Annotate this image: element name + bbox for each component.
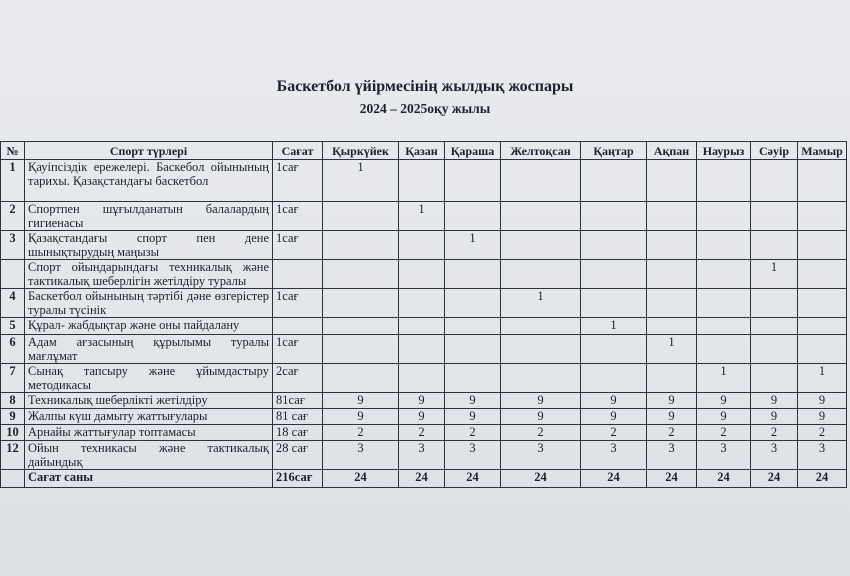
month-cell [697,289,751,318]
month-cell [501,335,581,364]
total-number-cell [1,470,25,488]
month-cell: 9 [399,409,445,425]
month-cell: 9 [445,409,501,425]
row-number: 3 [1,231,25,260]
month-cell: 9 [798,409,847,425]
month-cell [399,335,445,364]
month-cell: 2 [647,425,697,441]
month-cell: 3 [399,441,445,470]
month-cell: 9 [751,393,798,409]
month-cell: 9 [697,393,751,409]
month-cell: 2 [501,425,581,441]
month-cell: 2 [697,425,751,441]
month-cell [323,335,399,364]
month-cell [798,318,847,335]
month-cell [751,318,798,335]
month-cell: 9 [501,409,581,425]
row-hours: 1сағ [273,289,323,318]
table-row [1,289,847,318]
month-cell [323,318,399,335]
row-topic: Баскетбол ойынының тәртібі дәне өзгерістер туралы түсінік [25,289,273,318]
table-row [1,260,847,289]
table-row [1,441,847,470]
month-cell: 1 [647,335,697,364]
row-number: 6 [1,335,25,364]
annual-plan-table [0,141,847,488]
row-number: 1 [1,160,25,202]
month-cell [647,260,697,289]
table-row [1,393,847,409]
row-hours: 1сағ [273,335,323,364]
month-cell [501,231,581,260]
table-row [1,425,847,441]
row-topic: Арнайы жаттығулар топтамасы [25,425,273,441]
table-row [1,409,847,425]
col-header-february: Ақпан [647,142,697,160]
row-topic: Спортпен шұғылданатын балалардың гигиенасы [25,202,273,231]
col-header-october: Қазан [399,142,445,160]
month-cell [798,160,847,202]
row-number: 7 [1,364,25,393]
month-cell: 2 [323,425,399,441]
col-header-september: Қыркүйек [323,142,399,160]
col-header-january: Қаңтар [581,142,647,160]
row-number: 8 [1,393,25,409]
total-month-cell: 24 [697,470,751,488]
month-cell: 3 [445,441,501,470]
month-cell: 9 [798,393,847,409]
month-cell [399,260,445,289]
row-number: 2 [1,202,25,231]
row-hours [273,260,323,289]
row-hours: 1сағ [273,231,323,260]
month-cell [501,318,581,335]
table-body [1,160,847,488]
row-topic: Сынақ тапсыру және ұйымдастыру методикасы [25,364,273,393]
month-cell [399,289,445,318]
month-cell: 9 [445,393,501,409]
row-hours: 2сағ [273,364,323,393]
month-cell [501,260,581,289]
row-topic: Жалпы күш дамыту жаттығулары [25,409,273,425]
row-number: 10 [1,425,25,441]
month-cell: 3 [647,441,697,470]
month-cell [323,202,399,231]
month-cell: 9 [647,393,697,409]
month-cell [323,289,399,318]
col-header-hours: Сағат [273,142,323,160]
month-cell: 3 [501,441,581,470]
row-hours: 18 сағ [273,425,323,441]
month-cell [445,364,501,393]
month-cell: 3 [798,441,847,470]
col-header-topic: Спорт түрлері [25,142,273,160]
table-row [1,335,847,364]
month-cell [581,289,647,318]
table-header-row [1,142,847,160]
month-cell: 1 [798,364,847,393]
col-header-december: Желтоқсан [501,142,581,160]
month-cell [697,335,751,364]
row-hours: 81 сағ [273,409,323,425]
month-cell [798,335,847,364]
document-title: Баскетбол үйірмесінің жылдық жоспары [276,78,574,95]
total-month-cell: 24 [323,470,399,488]
table-row [1,318,847,335]
month-cell [445,160,501,202]
row-hours: 1сағ [273,202,323,231]
month-cell [647,318,697,335]
month-cell [647,231,697,260]
row-number: 12 [1,441,25,470]
row-topic: Техникалық шеберлікті жетілдіру [25,393,273,409]
month-cell [581,202,647,231]
total-month-cell: 24 [581,470,647,488]
month-cell: 9 [647,409,697,425]
month-cell: 9 [323,409,399,425]
month-cell: 1 [697,364,751,393]
month-cell [697,160,751,202]
total-hours: 216сағ [273,470,323,488]
month-cell: 1 [445,231,501,260]
month-cell [445,335,501,364]
month-cell [647,202,697,231]
month-cell [501,160,581,202]
month-cell: 3 [323,441,399,470]
row-topic: Спорт ойындарындағы техникалық және тактикалық шеберлігін жетілдіру туралы [25,260,273,289]
month-cell [751,289,798,318]
row-topic: Ойын техникасы және тактикалық дайындық [25,441,273,470]
month-cell [445,318,501,335]
month-cell: 9 [581,409,647,425]
document-subtitle: 2024 – 2025оқу жылы [359,101,491,116]
month-cell [323,260,399,289]
total-month-cell: 24 [798,470,847,488]
month-cell [697,318,751,335]
month-cell: 9 [399,393,445,409]
total-label: Сағат саны [25,470,273,488]
month-cell: 2 [445,425,501,441]
month-cell [445,260,501,289]
col-header-april: Сәуір [751,142,798,160]
total-row [1,470,847,488]
total-month-cell: 24 [751,470,798,488]
month-cell [501,202,581,231]
month-cell: 1 [751,260,798,289]
table-row [1,160,847,202]
col-header-november: Қараша [445,142,501,160]
month-cell [323,364,399,393]
row-topic: Қауіпсіздік ережелері. Баскебол ойынының тарихы. Қазақстандағы баскетбол [25,160,273,202]
month-cell [697,231,751,260]
month-cell [798,260,847,289]
month-cell [501,364,581,393]
month-cell [751,160,798,202]
col-header-may: Мамыр [798,142,847,160]
month-cell [751,202,798,231]
month-cell [399,231,445,260]
total-month-cell: 24 [647,470,697,488]
row-number: 4 [1,289,25,318]
month-cell [581,260,647,289]
col-header-number: № [1,142,25,160]
month-cell [399,364,445,393]
month-cell: 9 [751,409,798,425]
month-cell [399,160,445,202]
month-cell [445,202,501,231]
row-topic: Құрал- жабдықтар және оны пайдалану [25,318,273,335]
month-cell: 9 [697,409,751,425]
month-cell: 2 [751,425,798,441]
row-number: 5 [1,318,25,335]
month-cell [697,202,751,231]
month-cell [399,318,445,335]
month-cell [445,289,501,318]
month-cell [751,364,798,393]
row-number: 9 [1,409,25,425]
month-cell [581,364,647,393]
month-cell: 9 [581,393,647,409]
month-cell: 2 [581,425,647,441]
month-cell: 1 [323,160,399,202]
month-cell [697,260,751,289]
month-cell [751,231,798,260]
total-month-cell: 24 [501,470,581,488]
total-month-cell: 24 [399,470,445,488]
col-header-march: Наурыз [697,142,751,160]
month-cell: 2 [399,425,445,441]
row-hours [273,318,323,335]
row-topic: Адам ағзасының құрылымы туралы мағлұмат [25,335,273,364]
month-cell: 1 [581,318,647,335]
month-cell [581,160,647,202]
table-row [1,231,847,260]
month-cell: 3 [697,441,751,470]
month-cell: 1 [501,289,581,318]
month-cell [647,289,697,318]
month-cell [581,335,647,364]
month-cell: 9 [501,393,581,409]
month-cell: 2 [798,425,847,441]
table-row [1,364,847,393]
month-cell [581,231,647,260]
row-hours: 1сағ [273,160,323,202]
month-cell: 1 [399,202,445,231]
table-row [1,202,847,231]
month-cell: 3 [751,441,798,470]
month-cell [751,335,798,364]
month-cell [647,364,697,393]
row-hours: 81сағ [273,393,323,409]
row-topic: Қазақстандағы спорт пен дене шынықтырудың маңызы [25,231,273,260]
row-hours: 28 сағ [273,441,323,470]
month-cell [798,202,847,231]
month-cell: 3 [581,441,647,470]
month-cell [798,289,847,318]
month-cell [323,231,399,260]
month-cell: 9 [323,393,399,409]
month-cell [647,160,697,202]
month-cell [798,231,847,260]
total-month-cell: 24 [445,470,501,488]
row-number [1,260,25,289]
